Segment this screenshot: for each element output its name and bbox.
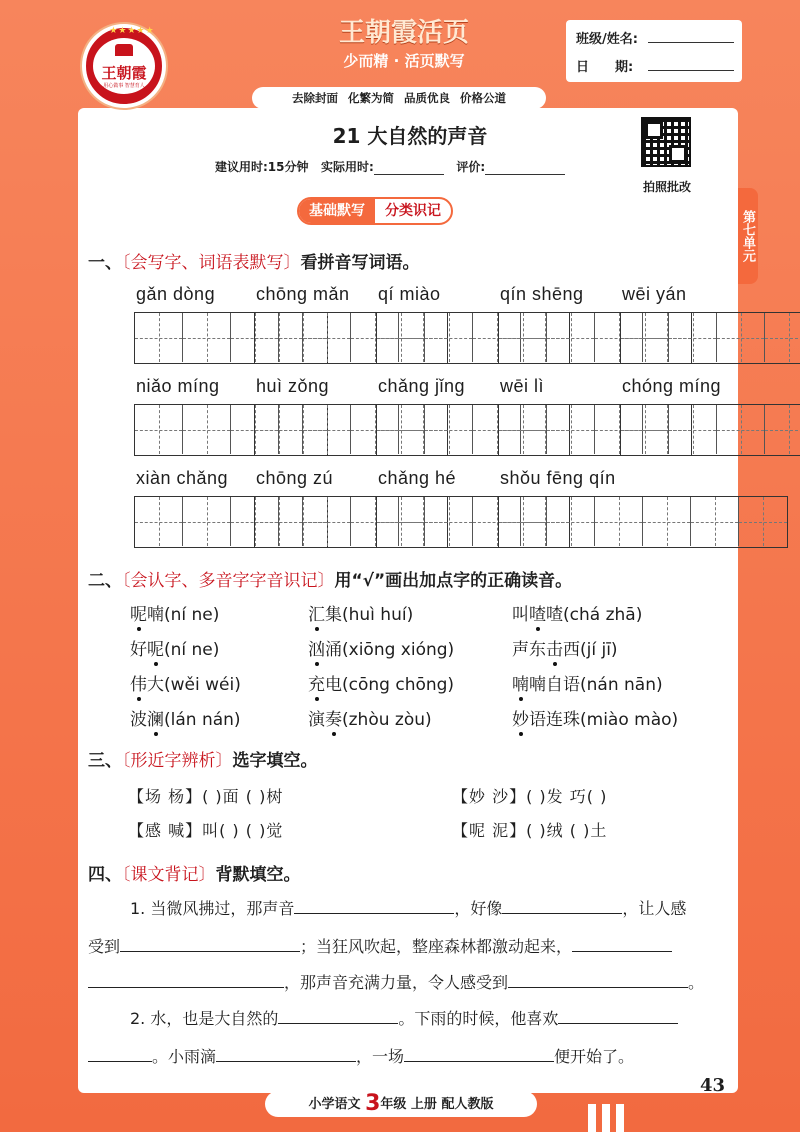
- blank-field[interactable]: [278, 1008, 398, 1024]
- item-options: 西(jí jī): [563, 640, 618, 660]
- question-2-heading: [88, 566, 572, 591]
- date-field[interactable]: [648, 70, 734, 71]
- q3-row[interactable]: 【呢 泥】( )绒 ( )土: [452, 821, 608, 840]
- question-4-heading: [88, 860, 301, 885]
- pronunciation-item[interactable]: [512, 670, 663, 695]
- page-number: 43: [700, 1075, 726, 1096]
- pinyin-label: wēi lì: [500, 376, 545, 396]
- logo-text: 王朝霞: [101, 64, 147, 82]
- grid-cell[interactable]: [499, 497, 547, 546]
- grid-cell[interactable]: [765, 313, 800, 362]
- grid-cell[interactable]: [255, 313, 303, 362]
- grid-cell[interactable]: [303, 405, 351, 454]
- blank-field[interactable]: [120, 936, 300, 952]
- logo-slogan: 用心做事 智慧育人: [103, 83, 145, 89]
- q4-line-4: [130, 1006, 678, 1029]
- q4-text: ，那声音充满力量，令人感受到: [284, 973, 509, 992]
- student-info-box: [566, 20, 742, 82]
- item-options: 集(huì huí): [325, 605, 414, 625]
- pronunciation-item[interactable]: [130, 635, 219, 660]
- grid-cell[interactable]: [303, 313, 351, 362]
- dotted-char: 澜: [147, 710, 164, 730]
- rating-field[interactable]: [485, 174, 565, 175]
- writing-grid[interactable]: [620, 312, 800, 364]
- item-options: 喃自语(nán nān): [529, 675, 663, 695]
- footer-grade: 3: [365, 1091, 381, 1116]
- dotted-char: 呢: [147, 640, 164, 660]
- dotted-char: 奏: [325, 710, 342, 730]
- blank-field[interactable]: [294, 898, 454, 914]
- q2-number: 二、: [88, 571, 122, 591]
- q2-tag: 〔会认字、多音字字音识记〕: [122, 571, 335, 591]
- q3-text: 选字填空。: [232, 751, 318, 771]
- item-options: 语连珠(miào mào): [529, 710, 679, 730]
- time-meta: [215, 158, 565, 175]
- grid-cell[interactable]: [183, 405, 231, 454]
- pinyin-label: shǒu fēng qín: [500, 468, 616, 488]
- q1-tag: 〔会写字、词语表默写〕: [122, 253, 301, 273]
- q4-text: 背默填空。: [215, 865, 301, 885]
- q3-row[interactable]: 【感 喊】叫( ) ( )觉: [128, 821, 284, 840]
- pinyin-label: chǎng hé: [378, 468, 457, 488]
- q4-text: ；当狂风吹起，整座森林都激动起来，: [300, 937, 573, 956]
- rating-label: 评价:: [456, 160, 486, 174]
- actual-time-field[interactable]: [374, 174, 444, 175]
- grid-cell[interactable]: [717, 405, 765, 454]
- grid-cell[interactable]: [499, 313, 547, 362]
- pronunciation-item[interactable]: [308, 670, 454, 695]
- footer-ribbon: [265, 1091, 537, 1117]
- logo-stars: ★★★★★: [109, 26, 155, 36]
- q4-text: 2. 水，也是大自然的: [130, 1009, 279, 1028]
- unit-tab: 第七单元: [736, 188, 758, 284]
- q4-line-2: [88, 934, 672, 957]
- blank-field[interactable]: [508, 972, 688, 988]
- q4-number: 四、: [88, 865, 122, 885]
- blank-field[interactable]: [88, 1046, 152, 1062]
- item-prefix: 声东: [512, 640, 546, 660]
- q4-text: ，让人感: [622, 899, 687, 918]
- blank-field[interactable]: [88, 972, 284, 988]
- item-options: 大(wěi wéi): [147, 675, 241, 695]
- pinyin-label: qí miào: [378, 284, 441, 304]
- pronunciation-item[interactable]: [308, 600, 413, 625]
- grid-cell[interactable]: [691, 497, 739, 546]
- actual-time-label: 实际用时:: [321, 160, 374, 174]
- q1-number: 一、: [88, 253, 122, 273]
- q4-text: 受到: [88, 937, 121, 956]
- dotted-char: 呢: [130, 605, 147, 625]
- pinyin-label: wēi yán: [622, 284, 687, 304]
- item-options: (ní ne): [164, 640, 220, 660]
- q4-text: 1. 当微风拂过，那声音: [130, 899, 295, 918]
- class-name-field[interactable]: [648, 42, 734, 43]
- writing-grid[interactable]: [620, 404, 800, 456]
- grid-cell[interactable]: [595, 497, 643, 546]
- grid-cell[interactable]: [765, 405, 800, 454]
- item-options: (lán nán): [164, 710, 241, 730]
- grid-cell[interactable]: [377, 405, 425, 454]
- q4-line-3: [88, 970, 704, 993]
- crown-icon: [115, 44, 133, 56]
- pinyin-label: chóng míng: [622, 376, 722, 396]
- pinyin-label: chōng zú: [256, 468, 334, 488]
- blank-field[interactable]: [572, 936, 672, 952]
- pinyin-label: chōng mǎn: [256, 284, 350, 304]
- q4-text: ，好像: [454, 899, 503, 918]
- grid-cell[interactable]: [135, 405, 183, 454]
- publisher-logo: [82, 24, 166, 108]
- pronunciation-item[interactable]: [512, 635, 618, 660]
- dotted-char: 喃: [512, 675, 529, 695]
- dotted-char: 汹: [308, 640, 325, 660]
- footer-edition: 年级 上册 配人教版: [380, 1097, 494, 1112]
- grid-cell[interactable]: [717, 313, 765, 362]
- dotted-char: 喳: [529, 605, 546, 625]
- pinyin-label: chǎng jǐng: [378, 376, 466, 396]
- q4-text: ，一场: [356, 1047, 405, 1066]
- pronunciation-item[interactable]: [130, 600, 219, 625]
- lesson-title: 21 大自然的声音: [332, 124, 488, 148]
- writing-grid[interactable]: [498, 496, 788, 548]
- blank-field[interactable]: [558, 1008, 678, 1024]
- grid-cell[interactable]: [621, 313, 669, 362]
- dotted-char: 充: [308, 675, 325, 695]
- blank-field[interactable]: [216, 1046, 356, 1062]
- binding-marks: [588, 1104, 630, 1132]
- q1-text: 看拼音写词语。: [300, 253, 420, 273]
- pinyin-label: niǎo míng: [136, 376, 220, 396]
- grid-cell[interactable]: [547, 313, 595, 362]
- question-3-heading: [88, 746, 318, 771]
- q4-text: 。小雨滴: [152, 1047, 217, 1066]
- section-category: 分类识记: [385, 203, 441, 219]
- dotted-char: 妙: [512, 710, 529, 730]
- feature-ribbon: 去除封面 化繁为简 品质优良 价格公道: [252, 87, 546, 109]
- grid-cell[interactable]: [547, 497, 595, 546]
- grid-cell[interactable]: [425, 497, 473, 546]
- q4-line-5: [88, 1044, 634, 1067]
- grid-cell[interactable]: [425, 313, 473, 362]
- dotted-char: 伟: [130, 675, 147, 695]
- grid-cell[interactable]: [499, 405, 547, 454]
- logo-inner: [93, 26, 155, 94]
- grid-cell[interactable]: [135, 313, 183, 362]
- pronunciation-item[interactable]: [130, 705, 241, 730]
- item-options: 涌(xiōng xióng): [325, 640, 455, 660]
- qr-code-icon[interactable]: [641, 117, 691, 167]
- grid-cell[interactable]: [643, 497, 691, 546]
- item-options: (zhòu zòu): [342, 710, 432, 730]
- blank-field[interactable]: [404, 1046, 554, 1062]
- grid-cell[interactable]: [669, 313, 717, 362]
- dotted-char: 击: [546, 640, 563, 660]
- grid-cell[interactable]: [303, 497, 351, 546]
- brand-slogan: 少而精 · 活页默写: [343, 52, 465, 70]
- item-prefix: 好: [130, 640, 147, 660]
- question-1-heading: [88, 248, 420, 273]
- pinyin-label: huì zǒng: [256, 376, 330, 396]
- q4-text: 。: [688, 973, 705, 992]
- grid-cell[interactable]: [669, 405, 717, 454]
- grid-cell[interactable]: [377, 313, 425, 362]
- item-prefix: 叫: [512, 605, 529, 625]
- pinyin-label: xiàn chǎng: [136, 468, 229, 488]
- item-prefix: 演: [308, 710, 325, 730]
- blank-field[interactable]: [502, 898, 622, 914]
- grid-cell[interactable]: [183, 313, 231, 362]
- q4-tag: 〔课文背记〕: [122, 865, 216, 885]
- pronunciation-item[interactable]: [308, 635, 454, 660]
- q3-number: 三、: [88, 751, 122, 771]
- pinyin-label: qín shēng: [500, 284, 584, 304]
- section-basic: 基础默写: [299, 199, 375, 223]
- brand-title: 王朝霞活页: [338, 18, 469, 48]
- q4-text: 便开始了。: [554, 1047, 635, 1066]
- section-header: [297, 197, 453, 225]
- pronunciation-item[interactable]: [512, 600, 642, 625]
- qr-label: 拍照批改: [642, 180, 691, 194]
- date-label: 日 期:: [576, 60, 634, 75]
- class-name-label: 班级/姓名:: [576, 32, 638, 47]
- grid-cell[interactable]: [135, 497, 183, 546]
- item-options: 喳(chá zhā): [546, 605, 643, 625]
- q4-line-1: [130, 896, 686, 919]
- pinyin-label: gǎn dòng: [136, 284, 216, 304]
- grid-cell[interactable]: [183, 497, 231, 546]
- suggested-time: 建议用时:15分钟: [215, 160, 309, 174]
- pronunciation-item[interactable]: [308, 705, 432, 730]
- q3-tag: 〔形近字辨析〕: [122, 751, 233, 771]
- pronunciation-item[interactable]: [130, 670, 241, 695]
- q3-row[interactable]: 【场 杨】( )面 ( )树: [128, 787, 284, 806]
- item-options: 喃(ní ne): [147, 605, 220, 625]
- grid-cell[interactable]: [255, 405, 303, 454]
- item-prefix: 波: [130, 710, 147, 730]
- pronunciation-item[interactable]: [512, 705, 678, 730]
- grid-cell[interactable]: [621, 405, 669, 454]
- item-options: 电(cōng chōng): [325, 675, 455, 695]
- grid-cell[interactable]: [547, 405, 595, 454]
- q2-text: 用“√”画出加点字的正确读音。: [334, 571, 573, 591]
- grid-cell[interactable]: [377, 497, 425, 546]
- grid-cell[interactable]: [425, 405, 473, 454]
- grid-cell[interactable]: [255, 497, 303, 546]
- footer-subject: 小学语文: [308, 1097, 361, 1112]
- q3-row[interactable]: 【妙 沙】( )发 巧( ): [452, 787, 608, 806]
- grid-cell[interactable]: [739, 497, 787, 546]
- q4-text: 。下雨的时候，他喜欢: [398, 1009, 559, 1028]
- dotted-char: 汇: [308, 605, 325, 625]
